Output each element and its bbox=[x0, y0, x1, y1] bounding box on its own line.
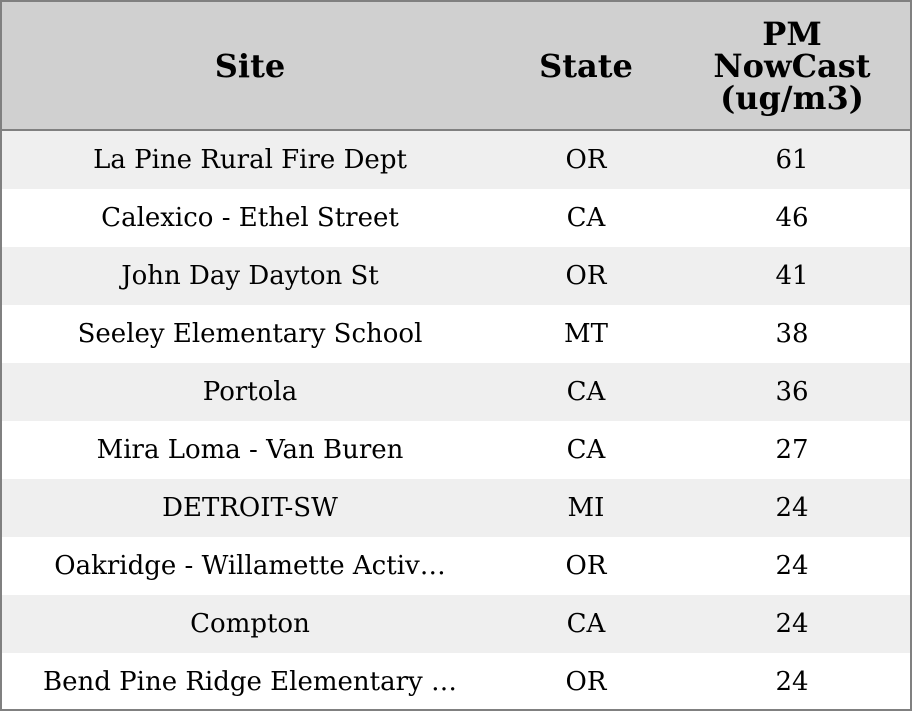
state-cell: OR bbox=[565, 551, 607, 581]
pm-value-cell: 46 bbox=[775, 203, 809, 233]
site-cell: Seeley Elementary School bbox=[77, 319, 423, 349]
site-cell: Compton bbox=[190, 609, 310, 639]
pm-value-cell: 27 bbox=[775, 435, 809, 465]
table-row bbox=[2, 189, 910, 247]
state-cell: MT bbox=[564, 319, 608, 349]
table-header bbox=[2, 2, 910, 131]
pm-value-cell: 24 bbox=[775, 667, 809, 697]
table-row bbox=[2, 305, 910, 363]
column-header-pm-nowcast: PM NowCast (ug/m3) bbox=[713, 14, 871, 117]
state-cell: OR bbox=[565, 145, 607, 175]
site-cell: Portola bbox=[202, 377, 298, 407]
site-cell: Oakridge - Willamette Activ… bbox=[54, 551, 446, 581]
pm-value-cell: 36 bbox=[775, 377, 809, 407]
site-cell: DETROIT-SW bbox=[162, 493, 338, 523]
state-cell: OR bbox=[565, 667, 607, 697]
pm-value-cell: 24 bbox=[775, 493, 809, 523]
site-cell: Mira Loma - Van Buren bbox=[96, 435, 404, 465]
pm-value-cell: 24 bbox=[775, 609, 809, 639]
site-cell: John Day Dayton St bbox=[121, 261, 379, 291]
table-row bbox=[2, 421, 910, 479]
site-cell: Calexico - Ethel Street bbox=[101, 203, 399, 233]
site-cell: Bend Pine Ridge Elementary … bbox=[43, 667, 457, 697]
table-row bbox=[2, 653, 910, 711]
table-row bbox=[2, 131, 910, 189]
pm-value-cell: 24 bbox=[775, 551, 809, 581]
pm-value-cell: 41 bbox=[775, 261, 809, 291]
state-cell: CA bbox=[566, 609, 606, 639]
state-cell: CA bbox=[566, 203, 606, 233]
state-cell: OR bbox=[565, 261, 607, 291]
table-row bbox=[2, 595, 910, 653]
table-body bbox=[2, 131, 910, 711]
state-cell: CA bbox=[566, 377, 606, 407]
column-header-state: State bbox=[539, 46, 633, 85]
pm-value-cell: 38 bbox=[775, 319, 809, 349]
table-row bbox=[2, 247, 910, 305]
table-row bbox=[2, 363, 910, 421]
site-cell: La Pine Rural Fire Dept bbox=[93, 145, 407, 175]
table-row bbox=[2, 479, 910, 537]
pm-value-cell: 61 bbox=[775, 145, 809, 175]
state-cell: MI bbox=[567, 493, 605, 523]
table-row bbox=[2, 537, 910, 595]
column-header-site: Site bbox=[214, 46, 286, 85]
state-cell: CA bbox=[566, 435, 606, 465]
